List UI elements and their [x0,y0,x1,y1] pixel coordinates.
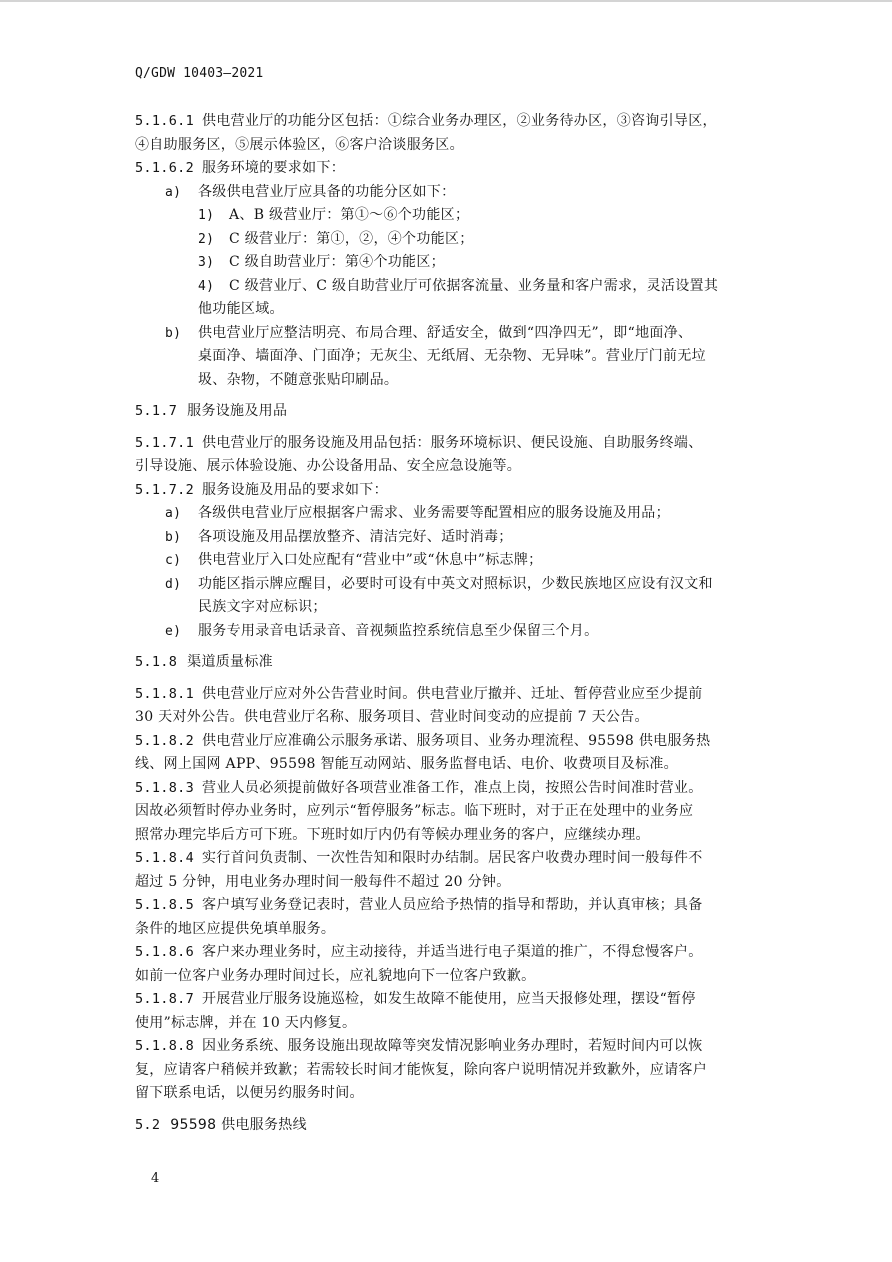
list-text: C 级自助营业厅：第④个功能区； [229,254,445,270]
clause-5-1-8-8 [135,1035,760,1059]
document-body [135,110,760,1145]
clause-text: 开展营业厅服务设施巡检，如发生故障不能使用，应当天报修处理，摆设“暂停 [202,991,696,1007]
clause-number: 5.1.8.8 [135,1038,194,1054]
clause-number: 5.1.7.2 [135,481,194,498]
list-label: 3) [198,255,215,270]
list-label: 2) [198,231,215,247]
clause-5-1-6-1-cont: ④自助服务区，⑤展示体验区，⑥客户洽谈服务区。 [135,136,464,153]
clause-number: 5.1.8.2 [135,732,194,749]
list-text: 各级供电营业厅应根据客户需求、业务需要等配置相应的服务设施及用品； [198,505,670,521]
clause-text: 供电营业厅应准确公示服务承诺、服务项目、业务办理流程、95598 供电服务热 [202,732,711,749]
list-text: 各级供电营业厅应具备的功能分区如下： [198,183,456,200]
list-text: 各项设施及用品摆放整齐、清洁完好、适时消毒； [198,528,513,545]
clause-number: 5.1.8.6 [135,944,194,960]
list-item-d [135,573,760,597]
clause-5-1-6-1 [135,110,760,134]
list-label: b) [165,325,182,341]
page-top-border [0,0,892,2]
list-label: c) [165,553,182,568]
sub-item-4-cont: 他功能区域。 [198,301,284,317]
clause-5-1-8-5-cont: 条件的地区应提供免填单服务。 [135,920,336,937]
list-label: a) [165,506,182,521]
clause-5-1-8-5 [135,894,760,918]
section-number: 5.1.8 [135,654,178,670]
clause-5-1-8-8-cont: 复，应请客户稍候并致歉；若需较长时间才能恢复，除向客户说明情况并致歉外，应请客户 [135,1061,707,1078]
section-title: 服务设施及用品 [187,403,288,419]
clause-5-1-8-3-cont: 因故必须暂时停办业务时，应列示“暂停服务”标志。临下班时，对于正在处理中的业务应 [135,803,694,819]
clause-number: 5.1.8.5 [135,897,194,913]
list-item-b [135,322,760,346]
clause-number: 5.1.8.7 [135,991,194,1007]
list-label: a) [165,184,182,200]
list-item-b [135,526,760,550]
section-heading-5-1-8 [135,651,760,675]
list-label: e) [165,623,182,639]
list-text: 供电营业厅应整洁明亮、布局合理、舒适安全，做到“四净四无”，即“地面净、 [198,324,693,341]
list-item-d-cont: 民族文字对应标识； [198,599,327,615]
clause-5-1-8-3-cont: 照常办理完毕后方可下班。下班时如厅内仍有等候办理业务的客户，应继续办理。 [135,826,650,843]
clause-text: 实行首问负责制、一次性告知和限时办结制。居民客户收费办理时间一般每件不 [202,850,703,866]
sub-item-1 [135,204,760,228]
list-text: 服务专用录音电话录音、音视频监控系统信息至少保留三个月。 [198,622,599,639]
clause-text: 服务设施及用品的要求如下： [202,481,388,498]
clause-text: 客户来办理业务时，应主动接待，并适当进行电子渠道的推广，不得怠慢客户。 [202,944,703,960]
clause-text: 供电营业厅应对外公告营业时间。供电营业厅撤并、迁址、暂停营业应至少提前 [202,685,703,702]
clause-text: 供电营业厅的服务设施及用品包括：服务环境标识、便民设施、自助服务终端、 [202,434,703,451]
clause-5-1-8-1 [135,683,760,707]
clause-text: 供电营业厅的功能分区包括：①综合业务办理区，②业务待办区，③咨询引导区， [202,113,717,129]
list-text: A、B 级营业厅：第①～⑥个功能区； [229,207,470,223]
list-item-b-cont: 桌面净、墙面净、门面净；无灰尘、无纸屑、无杂物、无异味”。营业厅门前无垃 [198,348,706,364]
clause-5-1-8-7 [135,988,760,1012]
clause-5-1-8-2-cont: 线、网上国网 APP、95598 智能互动网站、服务监督电话、电价、收费项目及标准。 [135,756,678,772]
clause-5-1-8-1-cont: 30 天对外公告。供电营业厅名称、服务项目、营业时间变动的应提前 7 天公告。 [135,709,649,725]
clause-number: 5.1.7.1 [135,434,194,451]
list-item-a [135,181,760,205]
clause-number: 5.1.8.3 [135,779,194,796]
list-text: C 级营业厅、C 级自助营业厅可依据客流量、业务量和客户需求，灵活设置其 [229,277,719,294]
clause-5-1-8-8-cont: 留下联系电话，以便另约服务时间。 [135,1085,364,1101]
section-title: 95598 供电服务热线 [170,1116,307,1133]
clause-text: 服务环境的要求如下： [202,160,345,176]
clause-text: 因业务系统、服务设施出现故障等突发情况影响业务办理时，若短时间内可以恢 [202,1038,703,1054]
section-heading-5-1-7 [135,400,760,424]
section-number: 5.2 [135,1116,161,1133]
list-text: 供电营业厅入口处应配有“营业中”或“休息中”标志牌； [198,552,543,568]
list-item-b-cont: 圾、杂物，不随意张贴印刷品。 [198,371,399,388]
list-item-a [135,502,760,526]
list-item-e [135,620,760,644]
list-label: 1) [198,208,215,223]
clause-number: 5.1.6.2 [135,160,194,176]
list-text: 功能区指示牌应醒目，必要时可设有中英文对照标识，少数民族地区应设有汉文和 [198,575,713,592]
clause-text: 营业人员必须提前做好各项营业准备工作，准点上岗，按照公告时间准时营业。 [202,779,703,796]
clause-5-1-7-2 [135,479,760,503]
section-title: 渠道质量标准 [187,654,273,670]
list-label: 4) [198,278,215,294]
sub-item-4 [135,275,760,299]
clause-text: 客户填写业务登记表时，营业人员应给予热情的指导和帮助，并认真审核；具备 [202,897,703,913]
clause-5-1-8-7-cont: 使用”标志牌，并在 10 天内修复。 [135,1014,357,1031]
list-item-c [135,549,760,573]
section-number: 5.1.7 [135,403,178,419]
clause-number: 5.1.6.1 [135,113,194,129]
clause-5-1-6-2 [135,157,760,181]
sub-item-3 [135,251,760,275]
clause-5-1-7-1 [135,432,760,456]
list-label: d) [165,576,182,592]
clause-5-1-8-3 [135,777,760,801]
sub-item-2 [135,228,760,252]
clause-5-1-8-4-cont: 超过 5 分钟，用电业务办理时间一般每件不超过 20 分钟。 [135,873,511,890]
clause-5-1-8-6 [135,941,760,965]
page-number: 4 [151,1171,160,1186]
section-heading-5-2 [135,1114,760,1138]
clause-5-1-8-6-cont: 如前一位客户业务办理时间过长，应礼貌地向下一位客户致歉。 [135,967,536,984]
clause-5-1-7-1-cont: 引导设施、展示体验设施、办公设备用品、安全应急设施等。 [135,458,522,474]
clause-5-1-8-2 [135,730,760,754]
standard-code-header: Q/GDW 10403—2021 [135,66,264,81]
list-text: C 级营业厅：第①，②，④个功能区； [229,230,474,247]
clause-number: 5.1.8.1 [135,685,194,702]
list-label: b) [165,529,182,545]
clause-number: 5.1.8.4 [135,850,194,866]
clause-5-1-8-4 [135,847,760,871]
